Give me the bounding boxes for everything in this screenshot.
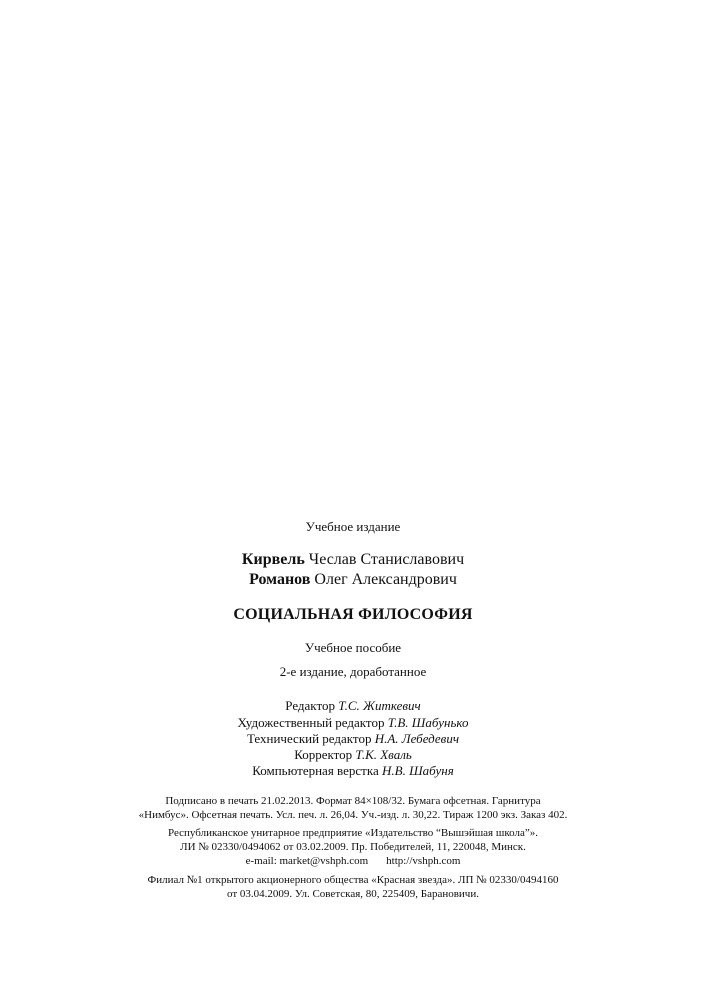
- imprint-publisher: Республиканское унитарное предприятие «Издательство “Вышэйшая школа”».: [168, 827, 538, 839]
- credit-role: Технический редактор: [246, 731, 372, 746]
- imprint-printer-address: от 03.04.2009. Ул. Советская, 80, 225409, Барановичи.: [227, 888, 479, 900]
- credit-technical-editor: [0, 731, 706, 747]
- credit-editor: [0, 698, 706, 714]
- book-subtitle: Учебное пособие: [304, 640, 402, 655]
- book-title: СОЦИАЛЬНАЯ ФИЛОСОФИЯ: [233, 606, 473, 623]
- credit-role: Корректор: [294, 747, 353, 762]
- credit-proofreader: [0, 747, 706, 763]
- credit-person: Т.В. Шабунько: [387, 715, 469, 730]
- imprint-signed: Подписано в печать 21.02.2013. Формат 84×108/32. Бумага офсетная. Гарнитура: [165, 795, 541, 807]
- website-link[interactable]: http://vshph.com: [386, 855, 461, 867]
- imprint-printer: Филиал №1 открытого акционерного общества «Красная звезда». ЛП № 02330/0494160: [147, 874, 559, 886]
- credit-role: Художественный редактор: [237, 715, 385, 730]
- imprint-contacts: [0, 855, 706, 867]
- edition-note: 2-е издание, доработанное: [279, 664, 427, 679]
- author-1-surname: Кирвель: [241, 551, 305, 568]
- imprint-license: ЛИ № 02330/0494062 от 03.02.2009. Пр. Победителей, 11, 220048, Минск.: [180, 841, 526, 853]
- credit-role: Компьютерная верстка: [252, 763, 379, 778]
- edition-type: Учебное издание: [305, 519, 401, 534]
- author-1: [0, 551, 706, 569]
- imprint-printing: «Нимбус». Офсетная печать. Усл. печ. л. 26,04. Уч.-изд. л. 30,22. Тираж 1200 экз. Заказ 402.: [138, 809, 568, 821]
- author-2: [0, 571, 706, 589]
- credit-person: Н.А. Лебедевич: [374, 731, 460, 746]
- author-2-given-names: Олег Александрович: [314, 571, 457, 588]
- credit-layout: [0, 763, 706, 779]
- email-link[interactable]: e-mail: market@vshph.com: [245, 855, 369, 867]
- author-2-surname: Романов: [249, 571, 311, 588]
- credit-person: Т.С. Житкевич: [338, 698, 421, 713]
- credit-role: Редактор: [285, 698, 335, 713]
- credit-person: Т.К. Хваль: [355, 747, 412, 762]
- credit-art-editor: [0, 715, 706, 731]
- author-1-given-names: Чеслав Станиславович: [308, 551, 465, 568]
- credit-person: Н.В. Шабуня: [381, 763, 454, 778]
